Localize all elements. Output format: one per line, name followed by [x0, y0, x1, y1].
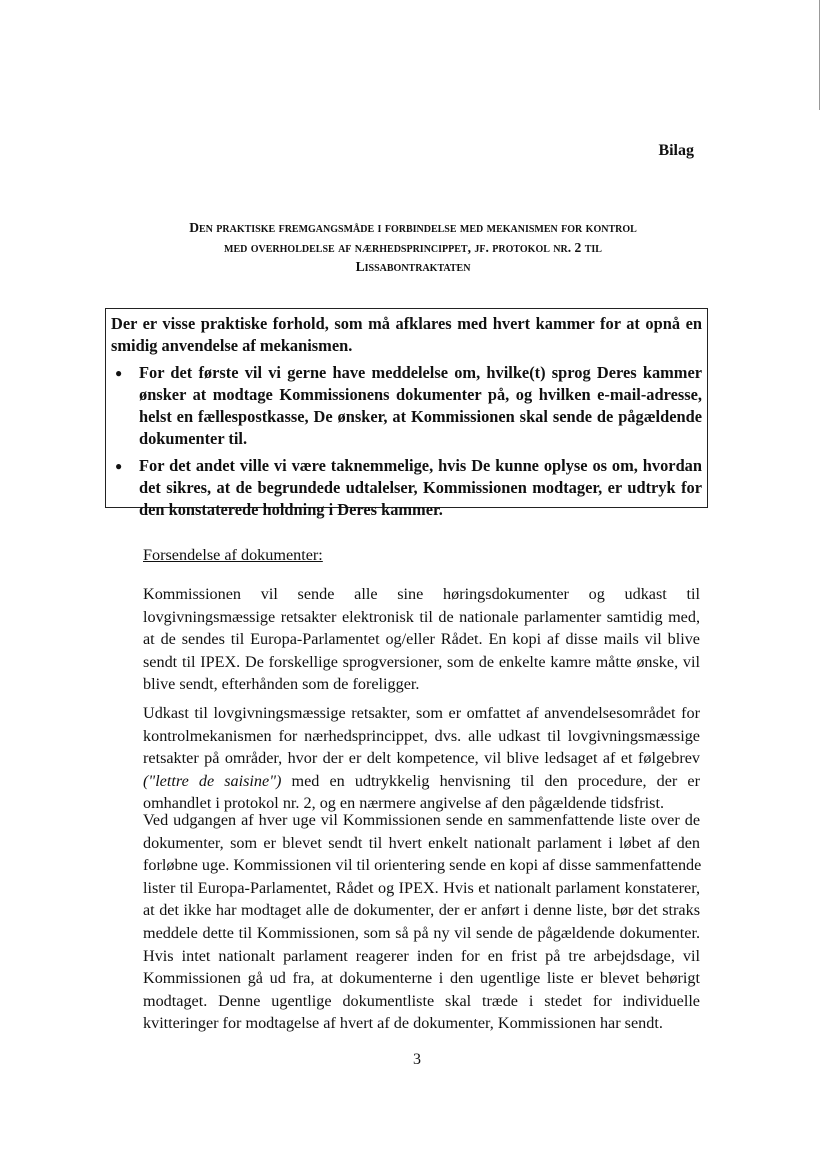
document-title	[100, 218, 726, 277]
text-line: den konstaterede holdning i Deres kammer.	[139, 500, 443, 520]
text-line: Ved udgangen af hver uge vil Kommissionen sende en sammenfattende liste over de	[143, 811, 700, 829]
page-number: 3	[413, 1051, 421, 1068]
text-line: det sikres, at de begrundede udtalelser, Kommissionen modtager, er udtryk for	[139, 478, 702, 498]
text-line: modtaget. Denne ugentlige dokumentliste skal træde i stedet for individuelle	[143, 991, 700, 1010]
text-line: dokumenter til.	[139, 429, 248, 449]
bullet-text	[139, 362, 702, 451]
text-line: kontrolmekanismen for nærhedsprincippet, dvs. alle udkast til lovgivningsmæssige	[143, 726, 700, 745]
title-line: med overholdelse af nærhedsprincippet, jf. protokol nr. 2 til	[224, 239, 602, 255]
text-line: at det ikke har modtaget alle de dokumenter, der er anført i denne liste, bør det straks	[143, 901, 700, 920]
title-line: Den praktiske fremgangsmåde i forbindelse med mekanismen for kontrol	[189, 220, 637, 235]
text-line: lister til Europa-Parlamentet, Rådet og IPEX. Hvis et nationalt parlament konstaterer,	[143, 878, 700, 897]
text-line: ("lettre de saisine") med en udtrykkelig henvisning til den procedure, der er	[143, 771, 700, 790]
text-line: dokumenter, som er blevet sendt til hvert enkelt nationalt parlament i løbet af den	[143, 833, 700, 852]
text-line: blive sendt, efterhånden som de foreligger.	[143, 675, 420, 694]
text-line: forløbne uge. Kommissionen vil til orientering sende en kopi af disse sammenfattende	[143, 856, 702, 875]
practical-issues-box	[105, 308, 708, 520]
annex-label: Bilag	[658, 142, 694, 159]
text-line: For det andet ville vi være taknemmelige, hvis De kunne oplyse os om, hvordan	[139, 455, 702, 475]
text-line: meddele dette til Kommissionen, som så på ny vil sende de pågældende dokumenter.	[143, 923, 700, 942]
box-intro	[111, 313, 702, 358]
bullet-item	[111, 362, 702, 451]
text-line: sendt til IPEX. De forskellige sprogversioner, som de enkelte kamre måtte ønske, vil	[143, 652, 700, 671]
text-line: Der er visse praktiske forhold, som må afklares med hvert kammer for at opnå en	[111, 314, 702, 333]
title-line: Lissabontraktaten	[355, 259, 471, 275]
text-line: lovgivningsmæssige retsakter elektronisk til de nationale parlamenter samtidig med,	[143, 607, 700, 626]
bullet-icon: ●	[115, 365, 123, 380]
text-line: Kommissionen gå ud fra, at dokumenterne i den ugentlige liste er blevet behørigt	[143, 969, 700, 988]
paragraph	[143, 702, 700, 815]
text-line: Udkast til lovgivningsmæssige retsakter, som er omfattet af anvendelsesområdet for	[143, 704, 700, 722]
text-line: ønsker at modtage Kommissionens dokumenter på, og hvilken e-mail-adresse,	[139, 384, 702, 404]
text-line: retsakter på områder, hvor der er delt kompetence, vil blive ledsaget af et følgebrev	[143, 749, 700, 768]
text-line: helst en fællespostkasse, De ønsker, at Kommissionen skal sende de pågældende	[139, 407, 702, 427]
text-line: kvitteringer for modtagelse af hvert af de dokumenter, Kommissionen har sendt.	[143, 1014, 663, 1033]
text-line: For det første vil vi gerne have meddelelse om, hvilke(t) sprog Deres kammer	[139, 362, 702, 382]
scan-edge-line	[819, 0, 820, 110]
paragraph	[143, 583, 700, 696]
text-line: smidig anvendelse af mekanismen.	[111, 336, 353, 356]
text-line: omhandlet i protokol nr. 2, og en nærmere angivelse af den pågældende tidsfrist.	[143, 794, 665, 813]
text-line: Hvis intet nationalt parlament reagerer inden for en frist på tre arbejdsdage, vil	[143, 946, 700, 965]
bullet-text	[139, 455, 702, 522]
bullet-item	[111, 455, 702, 522]
section-heading: Forsendelse af dokumenter:	[143, 546, 323, 564]
bullet-icon: ●	[115, 458, 123, 473]
text-line: at de sendes til Europa-Parlamentet og/eller Rådet. En kopi af disse mails vil blive	[143, 630, 700, 649]
paragraph	[143, 809, 700, 1035]
text-line: Kommissionen vil sende alle sine høringsdokumenter og udkast til	[143, 585, 700, 603]
